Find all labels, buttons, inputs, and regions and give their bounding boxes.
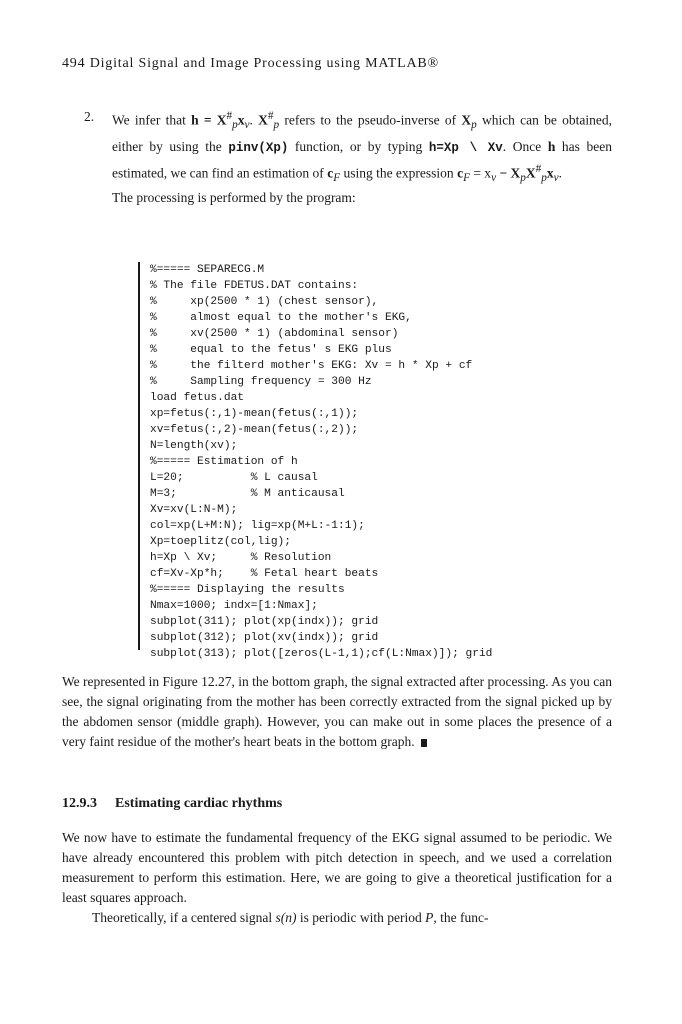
code-line: % Sampling frequency = 300 Hz	[150, 376, 372, 388]
section-heading	[62, 796, 282, 812]
list-item-2	[84, 106, 612, 189]
code-line: M=3; % M anticausal	[150, 488, 345, 500]
code-line: % the filterd mother's EKG: Xv = h * Xp + cf	[150, 360, 473, 372]
item-number: 2.	[84, 109, 95, 124]
section-number: 12.9.3	[62, 796, 97, 811]
code-line: subplot(312); plot(xv(indx)); grid	[150, 632, 379, 644]
end-of-proof-square	[421, 739, 427, 747]
program-intro: The processing is performed by the program:	[112, 190, 356, 205]
code-line: % equal to the fetus' s EKG plus	[150, 344, 392, 356]
inline-code-backslash: h=Xp \ Xv	[428, 141, 503, 156]
code-line: % xv(2500 * 1) (abdominal sensor)	[150, 328, 399, 340]
code-line: L=20; % L causal	[150, 472, 318, 484]
code-line: Nmax=1000; indx=[1:Nmax];	[150, 600, 318, 612]
code-line: % The file FDETUS.DAT contains:	[150, 280, 359, 292]
code-line: Xp=toeplitz(col,lig);	[150, 536, 291, 548]
page-header: 494 Digital Signal and Image Processing using MATLAB®	[62, 56, 439, 71]
code-line: % almost equal to the mother's EKG,	[150, 312, 412, 324]
code-line: cf=Xv-Xp*h; % Fetal heart beats	[150, 568, 379, 580]
code-line: %===== Estimation of h	[150, 456, 298, 468]
code-line: %===== SEPARECG.M	[150, 264, 265, 276]
code-line: load fetus.dat	[150, 392, 244, 404]
body-paragraph: Theoretically, if a centered signal s(n) is periodic with period P, the func-	[92, 910, 489, 925]
code-line: subplot(311); plot(xp(indx)); grid	[150, 616, 379, 628]
section-title: Estimating cardiac rhythms	[115, 796, 283, 811]
code-line: % xp(2500 * 1) (chest sensor),	[150, 296, 379, 308]
body-paragraph: We represented in Figure 12.27, in the bottom graph, the signal extracted after processing. As you can see, the signal originating from the mother has been correctly extracted from the signal picked up by the abdomen sensor (middle graph). However, you can make out in some places the presence of a very faint residue of the mother's heart beats in the bottom graph.	[62, 674, 613, 749]
code-line: xv=fetus(:,2)-mean(fetus(:,2));	[150, 424, 359, 436]
code-line: %===== Displaying the results	[150, 584, 345, 596]
code-line: xp=fetus(:,1)-mean(fetus(:,1));	[150, 408, 359, 420]
code-line: N=length(xv);	[150, 440, 238, 452]
item-text: We infer that $h = X^{\#}_px_v$. $X^{\#}_p$ refers to the pseudo-inverse of $X_p$ which can be obtained, either by using the pinv(Xp) function, or by typing h=Xp \ Xv. Once h has been estimated, we can find an estimation of $c_F$ using the expression $c_F = x_v - X_pX^{\#}_px_v$.	[112, 110, 612, 185]
code-line: Xv=xv(L:N-M);	[150, 504, 238, 516]
body-paragraph: We now have to estimate the fundamental frequency of the EKG signal assumed to be periodic. We have already encountered this problem with pitch detection in speech, and we used a correlation measurement to perform this estimation. Here, we are going to give a theoretical justification for a least squares approach.	[62, 830, 612, 905]
inline-code-pinv: pinv(Xp)	[228, 141, 289, 156]
code-line: col=xp(L+M:N); lig=xp(M+L:-1:1);	[150, 520, 365, 532]
code-line: h=Xp \ Xv; % Resolution	[150, 552, 332, 564]
code-line: subplot(313); plot([zeros(L-1,1);cf(L:Nmax)]); grid	[150, 648, 493, 660]
code-listing	[138, 262, 622, 660]
